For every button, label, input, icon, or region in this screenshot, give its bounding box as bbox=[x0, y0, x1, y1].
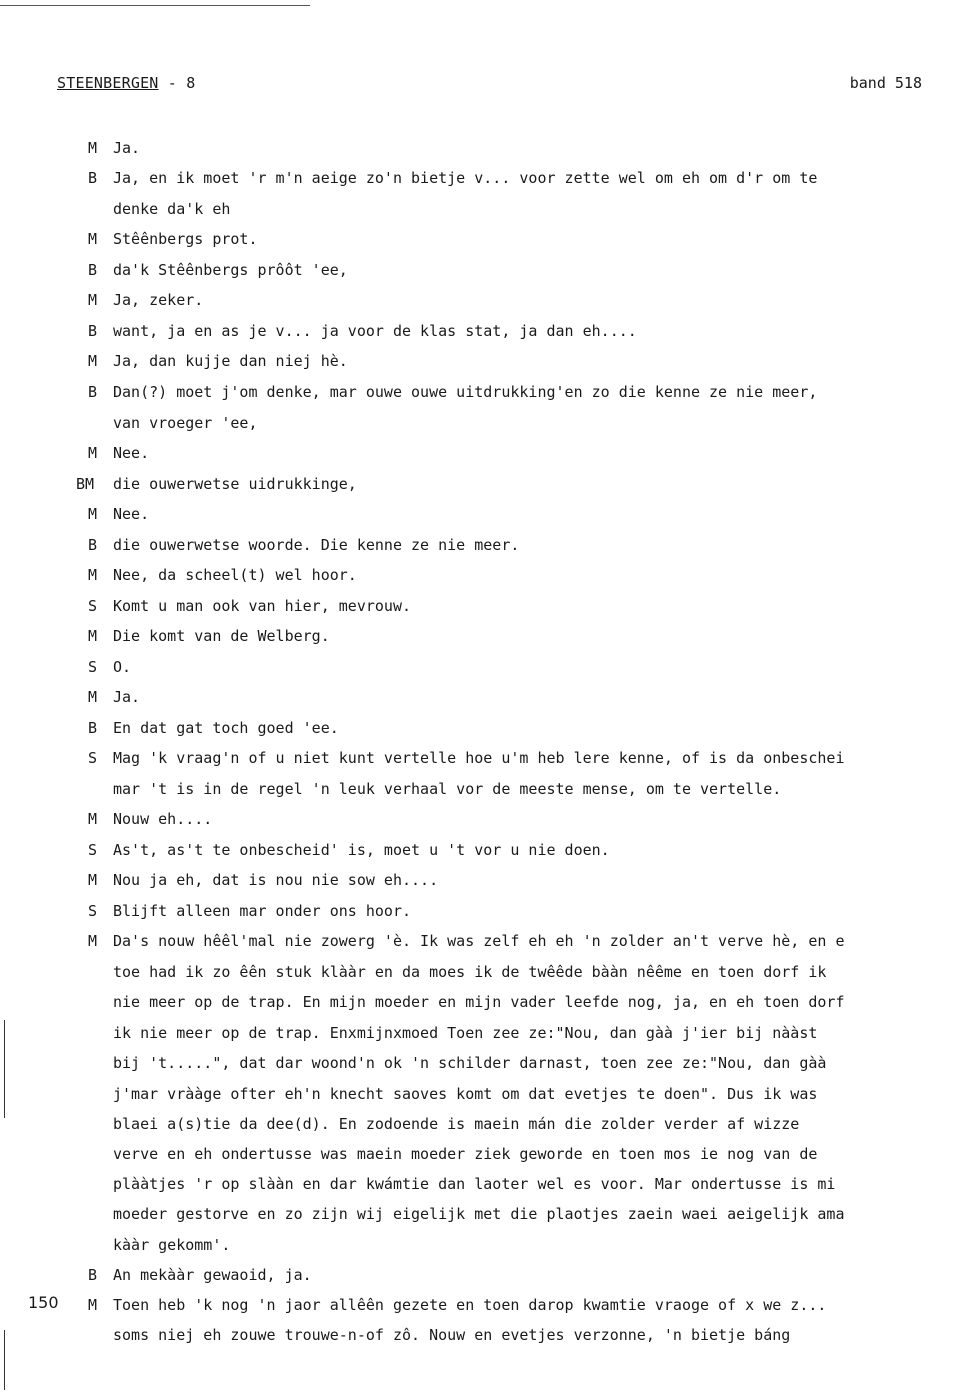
line-text: die ouwerwetse woorde. Die kenne ze nie meer. bbox=[113, 536, 520, 554]
line-text: Ja. bbox=[113, 139, 141, 157]
speaker-label: M bbox=[88, 291, 98, 309]
line-text: Da's nouw hêêl'mal nie zowerg 'è. Ik was zelf eh eh 'n zolder an't verve hè, en e bbox=[113, 932, 845, 950]
band-label: band 518 bbox=[849, 74, 922, 92]
speaker-label: M bbox=[88, 810, 98, 828]
line-text: moeder gestorve en zo zijn wij eigelijk met die plaotjes zaein waei aeigelijk ama bbox=[113, 1205, 845, 1223]
speaker-label: S bbox=[88, 749, 98, 767]
line-text: Nee, da scheel(t) wel hoor. bbox=[113, 566, 357, 584]
speaker-label: M bbox=[88, 505, 98, 523]
line-text: An mekààr gewaoid, ja. bbox=[113, 1266, 312, 1284]
line-text: Ja, zeker. bbox=[113, 291, 204, 309]
speaker-label: B bbox=[88, 719, 98, 737]
line-text: die ouwerwetse uidrukkinge, bbox=[113, 475, 357, 493]
page-header-left bbox=[57, 74, 195, 92]
line-text: nie meer op de trap. En mijn moeder en mijn vader leefde nog, ja, en eh toen dorf bbox=[113, 993, 845, 1011]
line-text: Ja, en ik moet 'r m'n aeige zo'n bietje v... voor zette wel om eh om d'r om te bbox=[113, 169, 818, 187]
line-text: Nee. bbox=[113, 444, 150, 462]
line-text: O. bbox=[113, 658, 132, 676]
line-text: j'mar vrààge ofter eh'n knecht saoves komt om dat evetjes te doen". Dus ik was bbox=[113, 1085, 818, 1103]
margin-bar bbox=[4, 1020, 5, 1118]
speaker-label: M bbox=[88, 566, 98, 584]
speaker-label: B bbox=[88, 322, 98, 340]
speaker-label: S bbox=[88, 658, 98, 676]
document-title: STEENBERGEN bbox=[57, 74, 159, 92]
speaker-label: S bbox=[88, 841, 98, 859]
speaker-label: B bbox=[88, 261, 98, 279]
line-text: Mag 'k vraag'n of u niet kunt vertelle hoe u'm heb lere kenne, of is da onbeschei bbox=[113, 749, 845, 767]
speaker-label: B bbox=[88, 383, 98, 401]
line-text: ik nie meer op de trap. Enxmijnxmoed Toen zee ze:"Nou, dan gàà j'ier bij nààst bbox=[113, 1024, 818, 1042]
line-text: van vroeger 'ee, bbox=[113, 414, 258, 432]
line-text: plààtjes 'r op slààn en dar kwámtie dan laoter wel es voor. Mar ondertusse is mi bbox=[113, 1175, 836, 1193]
speaker-label: M bbox=[88, 932, 98, 950]
line-text: soms niej eh zouwe trouwe-n-of zô. Nouw en evetjes verzonne, 'n bietje báng bbox=[113, 1326, 791, 1344]
line-text: Ja. bbox=[113, 688, 141, 706]
line-text: Ja, dan kujje dan niej hè. bbox=[113, 352, 348, 370]
line-text: da'k Stêênbergs prôôt 'ee, bbox=[113, 261, 348, 279]
margin-line-number: 150 bbox=[28, 1293, 59, 1312]
line-text: Komt u man ook van hier, mevrouw. bbox=[113, 597, 412, 615]
top-rule bbox=[0, 5, 310, 6]
speaker-label: BM bbox=[76, 475, 95, 493]
margin-bar bbox=[4, 1330, 5, 1390]
line-text: kààr gekomm'. bbox=[113, 1236, 231, 1254]
line-text: En dat gat toch goed 'ee. bbox=[113, 719, 339, 737]
speaker-label: M bbox=[88, 444, 98, 462]
line-text: blaei a(s)tie da dee(d). En zodoende is maein mán die zolder verder af wizze bbox=[113, 1115, 800, 1133]
speaker-label: M bbox=[88, 230, 98, 248]
line-text: verve en eh ondertusse was maein moeder ziek geworde en toen mos ie nog van de bbox=[113, 1145, 818, 1163]
line-text: toe had ik zo êên stuk klààr en da moes ik de twêêde bààn nêême en toen dorf ik bbox=[113, 963, 827, 981]
line-text: mar 't is in de regel 'n leuk verhaal vor de meeste mense, om te vertelle. bbox=[113, 780, 782, 798]
speaker-label: M bbox=[88, 627, 98, 645]
page-number: - 8 bbox=[158, 74, 196, 92]
line-text: Stêênbergs prot. bbox=[113, 230, 258, 248]
line-text: Blijft alleen mar onder ons hoor. bbox=[113, 902, 412, 920]
line-text: denke da'k eh bbox=[113, 200, 231, 218]
speaker-label: M bbox=[88, 871, 98, 889]
line-text: Nouw eh.... bbox=[113, 810, 213, 828]
speaker-label: S bbox=[88, 902, 98, 920]
line-text: Toen heb 'k nog 'n jaor allêên gezete en toen darop kwamtie vraoge of x we z... bbox=[113, 1296, 827, 1314]
line-text: bij 't.....", dat dar woond'n ok 'n schilder darnast, toen zee ze:"Nou, dan gàà bbox=[113, 1054, 827, 1072]
line-text: want, ja en as je v... ja voor de klas stat, ja dan eh.... bbox=[113, 322, 637, 340]
speaker-label: S bbox=[88, 597, 98, 615]
speaker-label: M bbox=[88, 139, 98, 157]
speaker-label: M bbox=[88, 352, 98, 370]
line-text: Nee. bbox=[113, 505, 150, 523]
speaker-label: B bbox=[88, 536, 98, 554]
line-text: Dan(?) moet j'om denke, mar ouwe ouwe uitdrukking'en zo die kenne ze nie meer, bbox=[113, 383, 818, 401]
line-text: Die komt van de Welberg. bbox=[113, 627, 330, 645]
speaker-label: M bbox=[88, 1296, 98, 1314]
speaker-label: B bbox=[88, 1266, 98, 1284]
speaker-label: B bbox=[88, 169, 98, 187]
line-text: As't, as't te onbescheid' is, moet u 't vor u nie doen. bbox=[113, 841, 610, 859]
speaker-label: M bbox=[88, 688, 98, 706]
line-text: Nou ja eh, dat is nou nie sow eh.... bbox=[113, 871, 439, 889]
